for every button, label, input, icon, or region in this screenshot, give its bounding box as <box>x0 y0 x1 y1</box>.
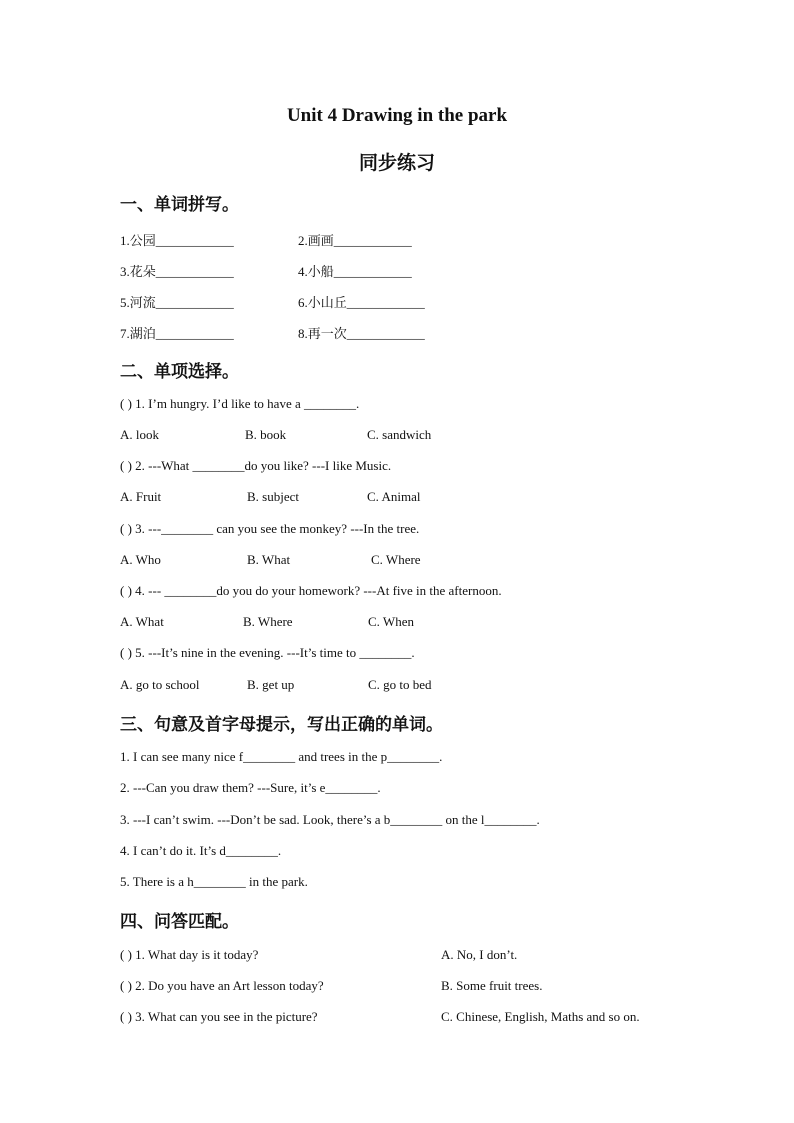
vocab-item-4: 4.小船____________ <box>298 264 412 279</box>
page-title: Unit 4 Drawing in the park <box>286 105 508 126</box>
vocab-item-6: 6.小山丘____________ <box>298 295 425 310</box>
page-subtitle: 同步练习 <box>358 153 435 174</box>
mc-q2-option-a: A. Fruit <box>120 489 162 504</box>
fill-line-1: 1. I can see many nice f________ and trees in the p________. <box>120 749 443 764</box>
vocab-item-1: 1.公园____________ <box>120 233 234 248</box>
mc-q2-option-c: C. Animal <box>367 489 421 504</box>
mc-q5-option-b: B. get up <box>247 677 295 692</box>
mc-q1-option-b: B. book <box>245 427 287 442</box>
mc-q3-option-b: B. What <box>247 552 291 567</box>
vocab-item-7: 7.湖泊____________ <box>120 326 234 341</box>
match-answer-c: C. Chinese, English, Maths and so on. <box>441 1009 640 1024</box>
vocab-item-3: 3.花朵____________ <box>120 264 234 279</box>
mc-question-1: ( ) 1. I’m hungry. I’d like to have a ________. <box>120 396 360 411</box>
fill-line-3: 3. ---I can’t swim. ---Don’t be sad. Look, there’s a b________ on the l________. <box>120 812 540 827</box>
mc-question-5: ( ) 5. ---It’s nine in the evening. ---It’s time to ________. <box>120 645 415 660</box>
mc-question-2: ( ) 2. ---What ________do you like? ---I like Music. <box>120 458 392 473</box>
mc-q2-option-b: B. subject <box>247 489 299 504</box>
mc-q1-option-a: A. look <box>120 427 159 442</box>
mc-q3-option-a: A. Who <box>120 552 161 567</box>
match-question-1: ( ) 1. What day is it today? <box>120 947 259 962</box>
vocab-item-5: 5.河流____________ <box>120 295 234 310</box>
section-3-heading: 三、句意及首字母提示，写出正确的单词。 <box>120 715 443 734</box>
mc-q5-option-c: C. go to bed <box>368 677 432 692</box>
section-1-heading: 一、单词拼写。 <box>120 195 239 214</box>
vocab-item-8: 8.再一次____________ <box>298 326 425 341</box>
section-2-heading: 二、单项选择。 <box>120 362 239 381</box>
match-answer-a: A. No, I don’t. <box>441 947 518 962</box>
mc-question-4: ( ) 4. --- ________do you do your homework? ---At five in the afternoon. <box>120 583 502 598</box>
fill-line-5: 5. There is a h________ in the park. <box>120 874 308 889</box>
vocab-item-2: 2.画画____________ <box>298 233 412 248</box>
mc-q4-option-a: A. What <box>120 614 164 629</box>
mc-question-3: ( ) 3. ---________ can you see the monkey? ---In the tree. <box>120 521 420 536</box>
fill-line-4: 4. I can’t do it. It’s d________. <box>120 843 282 858</box>
mc-q4-option-b: B. Where <box>243 614 293 629</box>
mc-q5-option-a: A. go to school <box>120 677 200 692</box>
mc-q3-option-c: C. Where <box>371 552 421 567</box>
match-answer-b: B. Some fruit trees. <box>441 978 543 993</box>
mc-q4-option-c: C. When <box>368 614 414 629</box>
section-4-heading: 四、问答匹配。 <box>120 912 239 931</box>
match-question-2: ( ) 2. Do you have an Art lesson today? <box>120 978 324 993</box>
fill-line-2: 2. ---Can you draw them? ---Sure, it’s e________. <box>120 780 381 795</box>
match-question-3: ( ) 3. What can you see in the picture? <box>120 1009 318 1024</box>
mc-q1-option-c: C. sandwich <box>367 427 432 442</box>
